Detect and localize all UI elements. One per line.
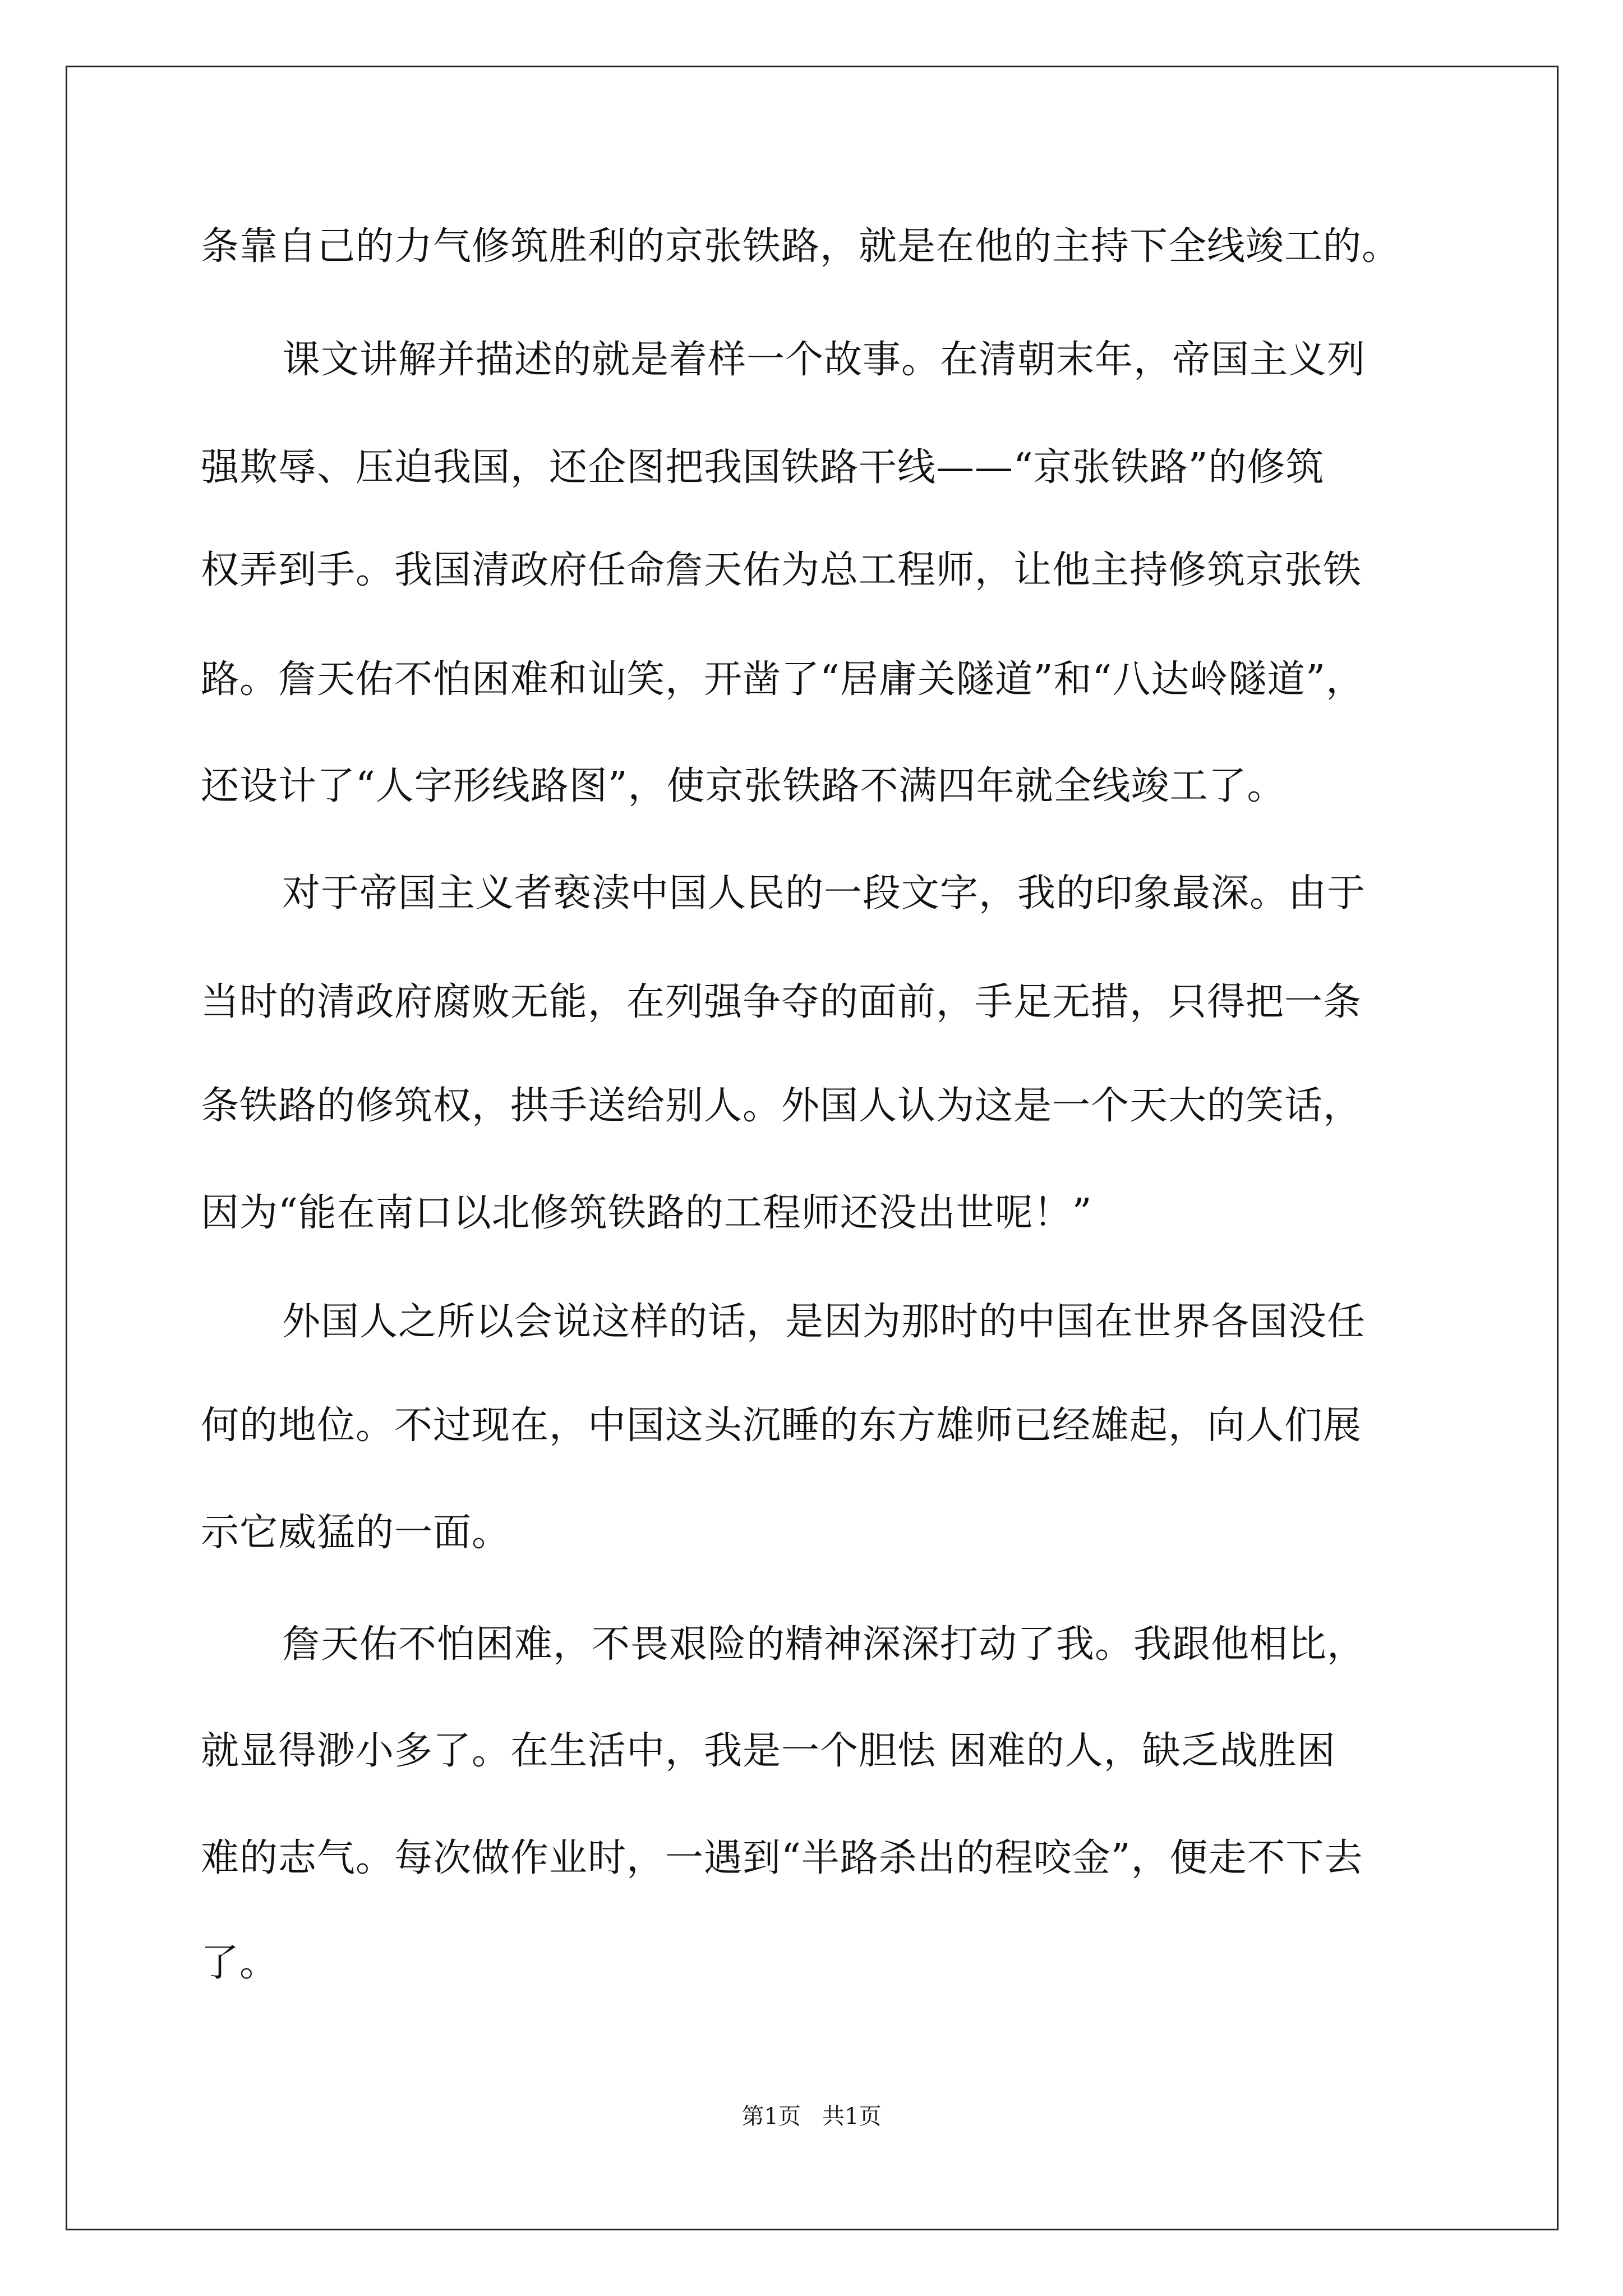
text-line: 还设计了“人字形线路图”，使京张铁路不满四年就全线竣工了。 xyxy=(201,764,1286,808)
text-line: 当时的清政府腐败无能，在列强争夺的面前，手足无措，只得把一条 xyxy=(201,980,1362,1024)
text-line: 条靠自己的力气修筑胜利的京张铁路，就是在他的主持下全线竣工的。 xyxy=(201,224,1401,269)
text-line: 难的志气。每次做作业时，一遇到“半路杀出的程咬金”，便走不下去 xyxy=(201,1836,1363,1880)
paragraph-first-line: 课文讲解并描述的就是着样一个故事。在清朝末年，帝国主义列 xyxy=(282,338,1366,382)
text-line: 路。詹天佑不怕困难和讪笑，开凿了“居庸关隧道”和“八达岭隧道”， xyxy=(201,657,1365,702)
text-line: 强欺辱、压迫我国，还企图把我国铁路干线——“京张铁路”的修筑 xyxy=(201,445,1325,490)
text-line: 权弄到手。我国清政府任命詹天佑为总工程师，让他主持修筑京张铁 xyxy=(201,548,1362,592)
text-line: 了。 xyxy=(201,1941,279,1985)
text-line: 因为“能在南口以北修筑铁路的工程师还没出世呢！” xyxy=(201,1191,1092,1235)
text-line: 就显得渺小多了。在生活中，我是一个胆怯 困难的人，缺乏战胜困 xyxy=(201,1729,1336,1773)
page-border xyxy=(66,66,1559,2230)
text-line: 何的地位。不过现在，中国这头沉睡的东方雄师已经雄起，向人们展 xyxy=(201,1404,1362,1448)
paragraph-first-line: 外国人之所以会说这样的话，是因为那时的中国在世界各国没任 xyxy=(282,1300,1366,1344)
page-footer: 第1页 共1页 xyxy=(741,2104,882,2129)
paragraph-first-line: 詹天佑不怕困难，不畏艰险的精神深深打动了我。我跟他相比， xyxy=(282,1622,1366,1667)
text-line: 条铁路的修筑权，拱手送给别人。外国人认为这是一个天大的笑话， xyxy=(201,1084,1362,1128)
paragraph-first-line: 对于帝国主义者亵渎中国人民的一段文字，我的印象最深。由于 xyxy=(282,871,1366,915)
text-line: 示它威猛的一面。 xyxy=(201,1511,511,1555)
